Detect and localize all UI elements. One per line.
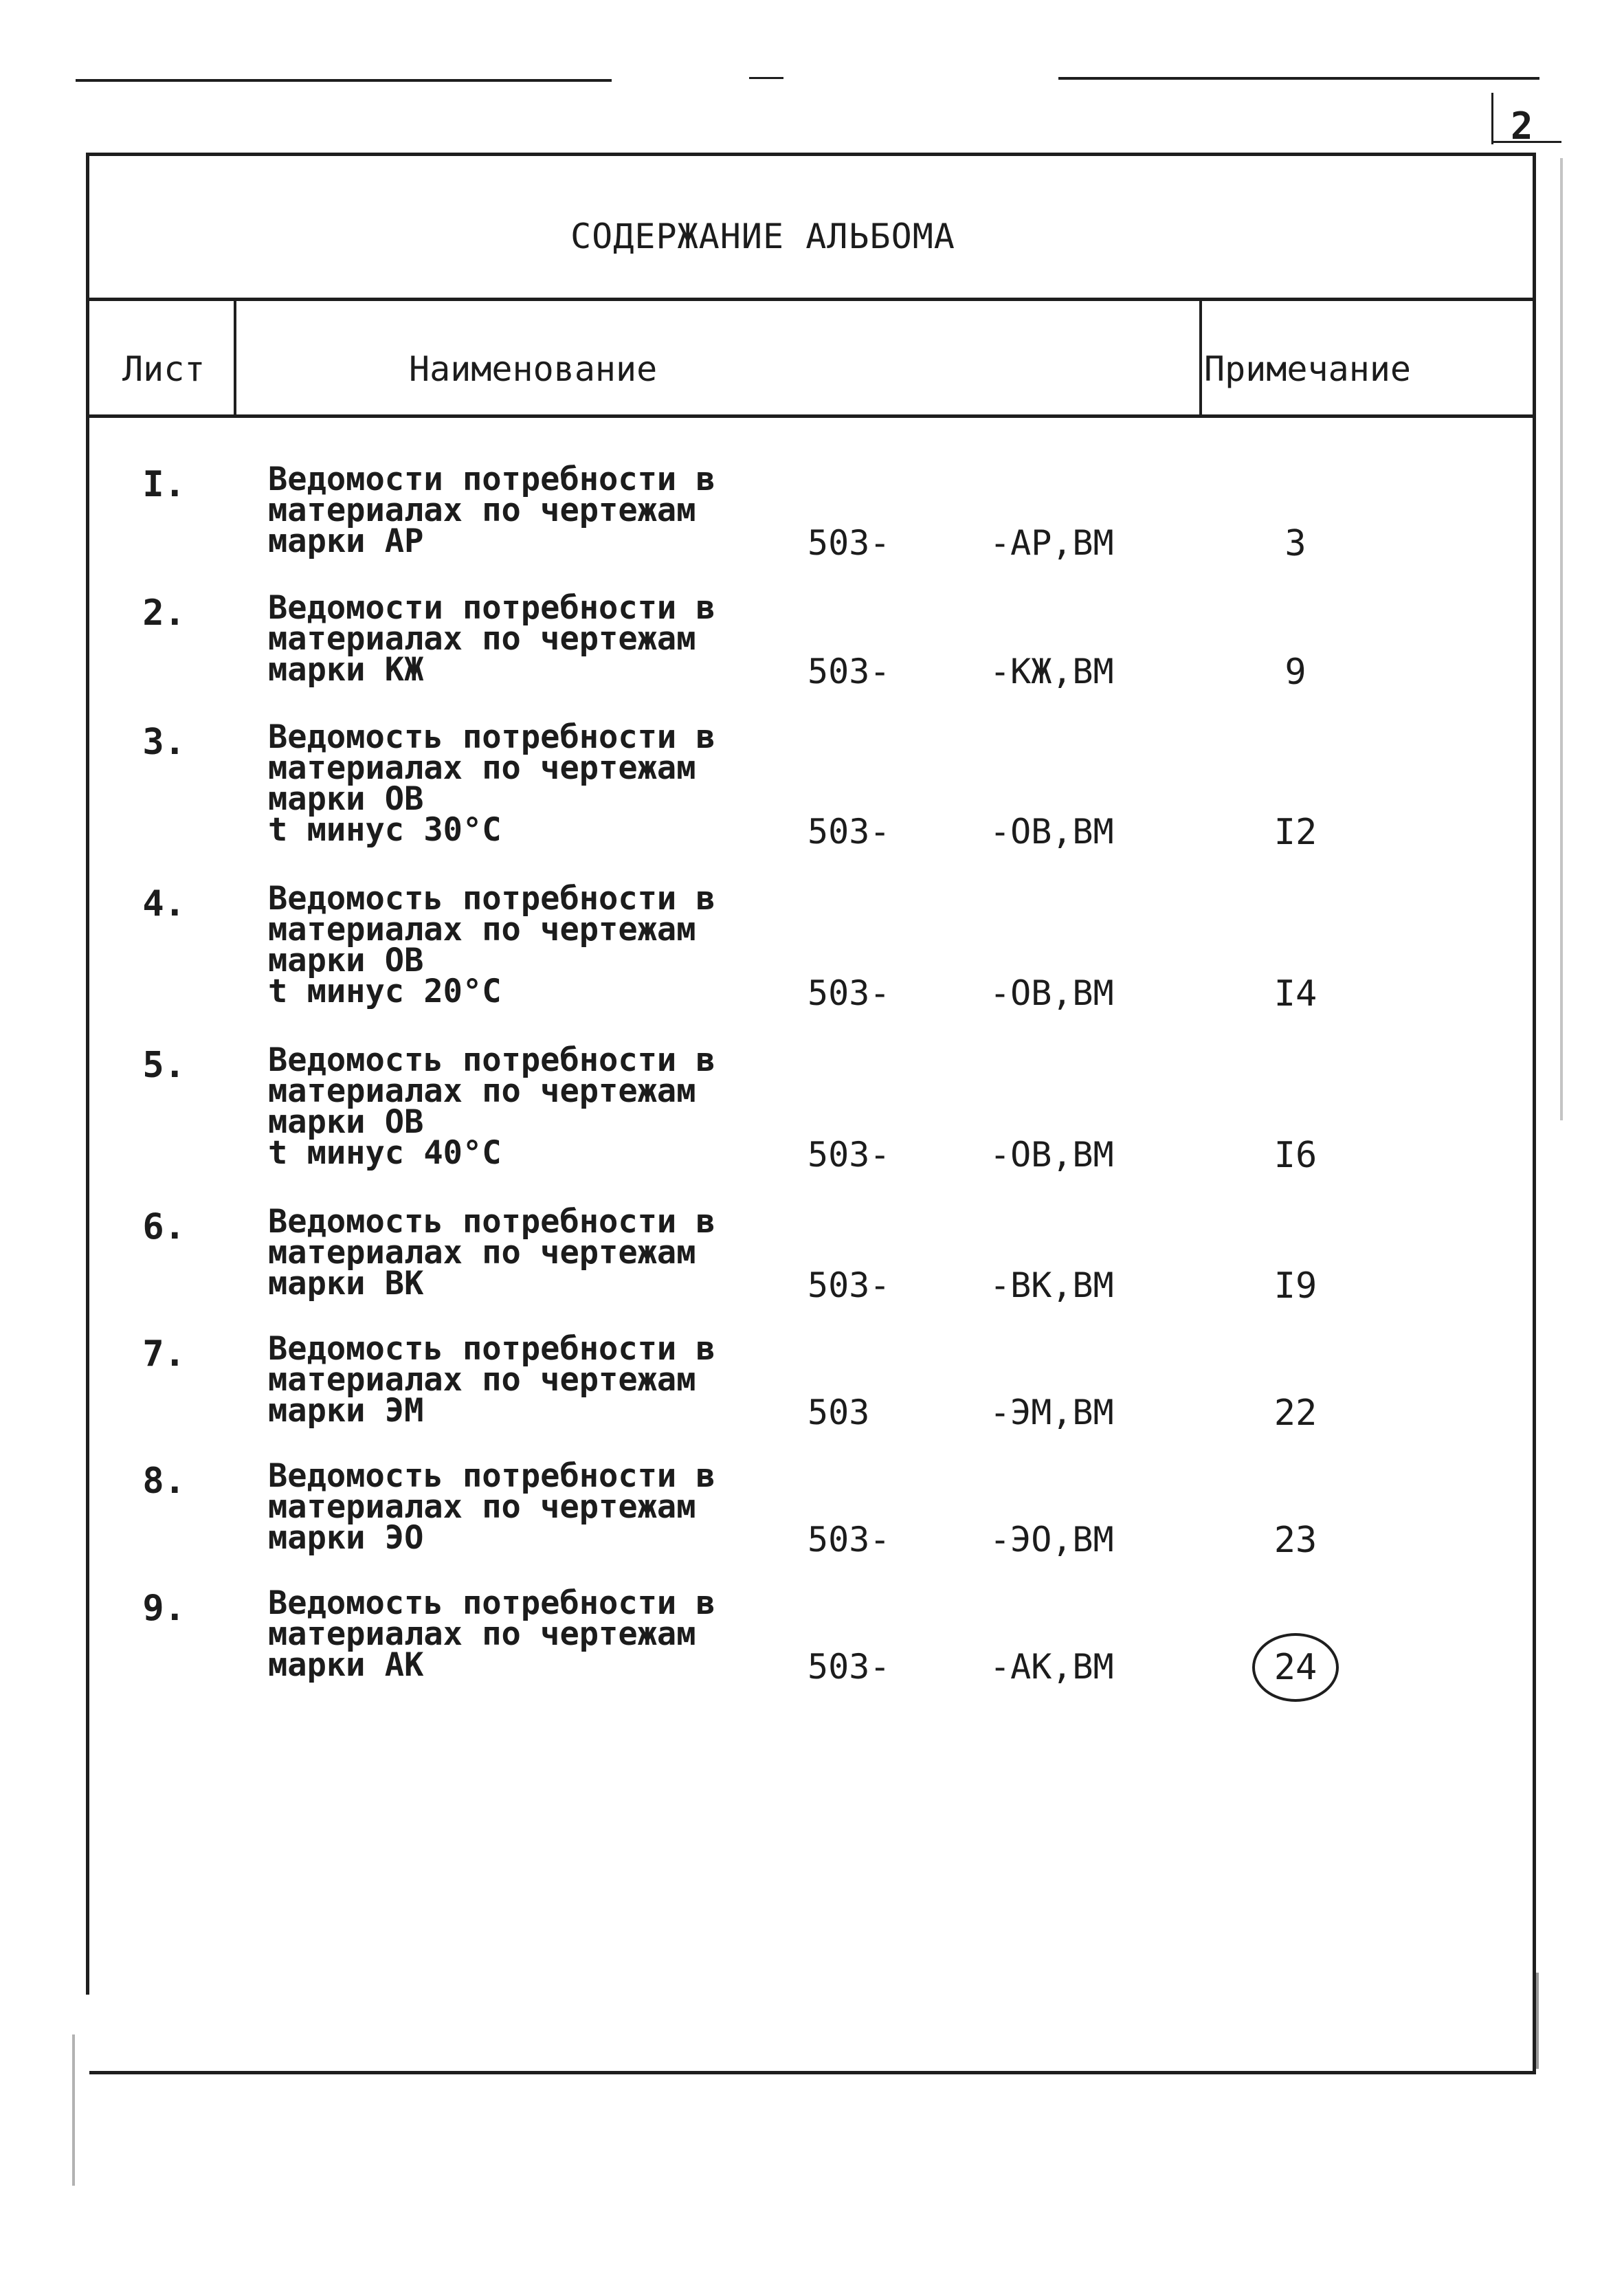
item-name-line: материалах по чертежам <box>268 491 696 529</box>
sheet-number: 6. <box>142 1206 186 1248</box>
column-divider-sheet <box>234 298 236 416</box>
item-name-line: Ведомость потребности в <box>268 1203 715 1241</box>
frame-right <box>1533 153 1536 2074</box>
item-name <box>268 1330 715 1430</box>
page-reference: 3 <box>1284 523 1306 564</box>
series-code: 503- <box>808 652 891 691</box>
title-rule <box>86 298 1536 301</box>
scan-mark <box>72 2034 75 2186</box>
scan-mark <box>1536 1973 1539 2069</box>
page-number-tick <box>1491 93 1493 144</box>
item-name-line: марки КЖ <box>268 651 424 689</box>
item-name-line: материалах по чертежам <box>268 620 696 658</box>
page-number: 2 <box>1511 104 1533 148</box>
mark-code: -ЭО,ВМ <box>990 1520 1114 1560</box>
page-reference: I6 <box>1273 1135 1317 1176</box>
item-name-line: Ведомости потребности в <box>268 589 715 627</box>
item-name <box>268 880 715 1010</box>
item-name <box>268 1041 715 1172</box>
sheet-number: 8. <box>142 1461 186 1502</box>
page-reference: I2 <box>1273 812 1317 853</box>
page-reference: 22 <box>1273 1393 1317 1434</box>
item-name-line: Ведомость потребности в <box>268 1584 715 1622</box>
item-name-line: марки ОВ <box>268 1103 424 1141</box>
item-name-line: марки ОВ <box>268 942 424 979</box>
sheet-number: 7. <box>142 1333 186 1375</box>
sheet-number: 3. <box>142 722 186 763</box>
page-reference: I4 <box>1273 973 1317 1014</box>
page-reference: 9 <box>1284 652 1306 693</box>
top-rule-right <box>1058 77 1539 80</box>
mark-code: -АР,ВМ <box>990 523 1114 563</box>
item-name <box>268 1203 715 1302</box>
frame-top <box>86 153 1536 156</box>
item-name-line: марки ВК <box>268 1265 424 1302</box>
frame-bottom <box>89 2071 1536 2074</box>
mark-code: -ОВ,ВМ <box>990 973 1114 1013</box>
item-name-line: материалах по чертежам <box>268 1072 696 1110</box>
item-name <box>268 1457 715 1557</box>
sheet-number: 2. <box>142 592 186 634</box>
mark-code: -АК,ВМ <box>990 1647 1114 1687</box>
item-name-line: Ведомость потребности в <box>268 1330 715 1368</box>
item-name <box>268 1584 715 1684</box>
mark-code: -ЭМ,ВМ <box>990 1393 1114 1432</box>
item-name-line: марки АК <box>268 1646 424 1684</box>
circled-page-reference: 24 <box>1252 1633 1339 1702</box>
header-rule <box>86 414 1536 418</box>
item-name-line: t минус 30°С <box>268 811 502 849</box>
column-divider-note <box>1199 298 1202 416</box>
column-header-sheet: Лист <box>122 349 205 389</box>
item-name-line: материалах по чертежам <box>268 911 696 949</box>
mark-code: -ОВ,ВМ <box>990 812 1114 852</box>
column-header-name: Наименование <box>409 349 658 389</box>
item-name <box>268 461 715 560</box>
sheet-number: 9. <box>142 1588 186 1629</box>
item-name-line: t минус 40°С <box>268 1134 502 1172</box>
item-name-line: материалах по чертежам <box>268 749 696 787</box>
mark-code: -ОВ,ВМ <box>990 1135 1114 1175</box>
series-code: 503- <box>808 523 891 563</box>
series-code: 503- <box>808 973 891 1013</box>
item-name-line: марки ЭО <box>268 1519 424 1557</box>
series-code: 503- <box>808 1135 891 1175</box>
mark-code: -КЖ,ВМ <box>990 652 1114 691</box>
frame-left <box>86 153 89 1995</box>
item-name-line: Ведомость потребности в <box>268 718 715 756</box>
item-name-line: Ведомость потребности в <box>268 1041 715 1079</box>
series-code: 503- <box>808 812 891 852</box>
series-code: 503- <box>808 1647 891 1687</box>
page-reference: 23 <box>1273 1520 1317 1561</box>
scan-mark <box>1560 158 1563 1120</box>
series-code: 503- <box>808 1265 891 1305</box>
item-name-line: материалах по чертежам <box>268 1361 696 1399</box>
series-code: 503 <box>808 1393 870 1432</box>
item-name-line: Ведомости потребности в <box>268 461 715 498</box>
item-name-line: материалах по чертежам <box>268 1234 696 1272</box>
item-name-line: Ведомость потребности в <box>268 880 715 918</box>
page-reference <box>1227 1647 1364 1702</box>
item-name <box>268 589 715 689</box>
top-rule-left <box>76 79 612 82</box>
item-name-line: марки АР <box>268 522 424 560</box>
item-name <box>268 718 715 849</box>
mark-code: -ВК,ВМ <box>990 1265 1114 1305</box>
page-reference: I9 <box>1273 1265 1317 1307</box>
sheet-number: 5. <box>142 1045 186 1086</box>
item-name-line: материалах по чертежам <box>268 1615 696 1653</box>
item-name-line: материалах по чертежам <box>268 1488 696 1526</box>
top-rule-mid <box>749 77 783 79</box>
item-name-line: t минус 20°С <box>268 973 502 1010</box>
document-title: СОДЕРЖАНИЕ АЛЬБОМА <box>570 217 955 256</box>
item-name-line: Ведомость потребности в <box>268 1457 715 1495</box>
series-code: 503- <box>808 1520 891 1560</box>
item-name-line: марки ЭМ <box>268 1392 424 1430</box>
column-header-note: Примечание <box>1204 349 1412 389</box>
sheet-number: I. <box>142 464 186 505</box>
sheet-number: 4. <box>142 883 186 924</box>
item-name-line: марки ОВ <box>268 780 424 818</box>
